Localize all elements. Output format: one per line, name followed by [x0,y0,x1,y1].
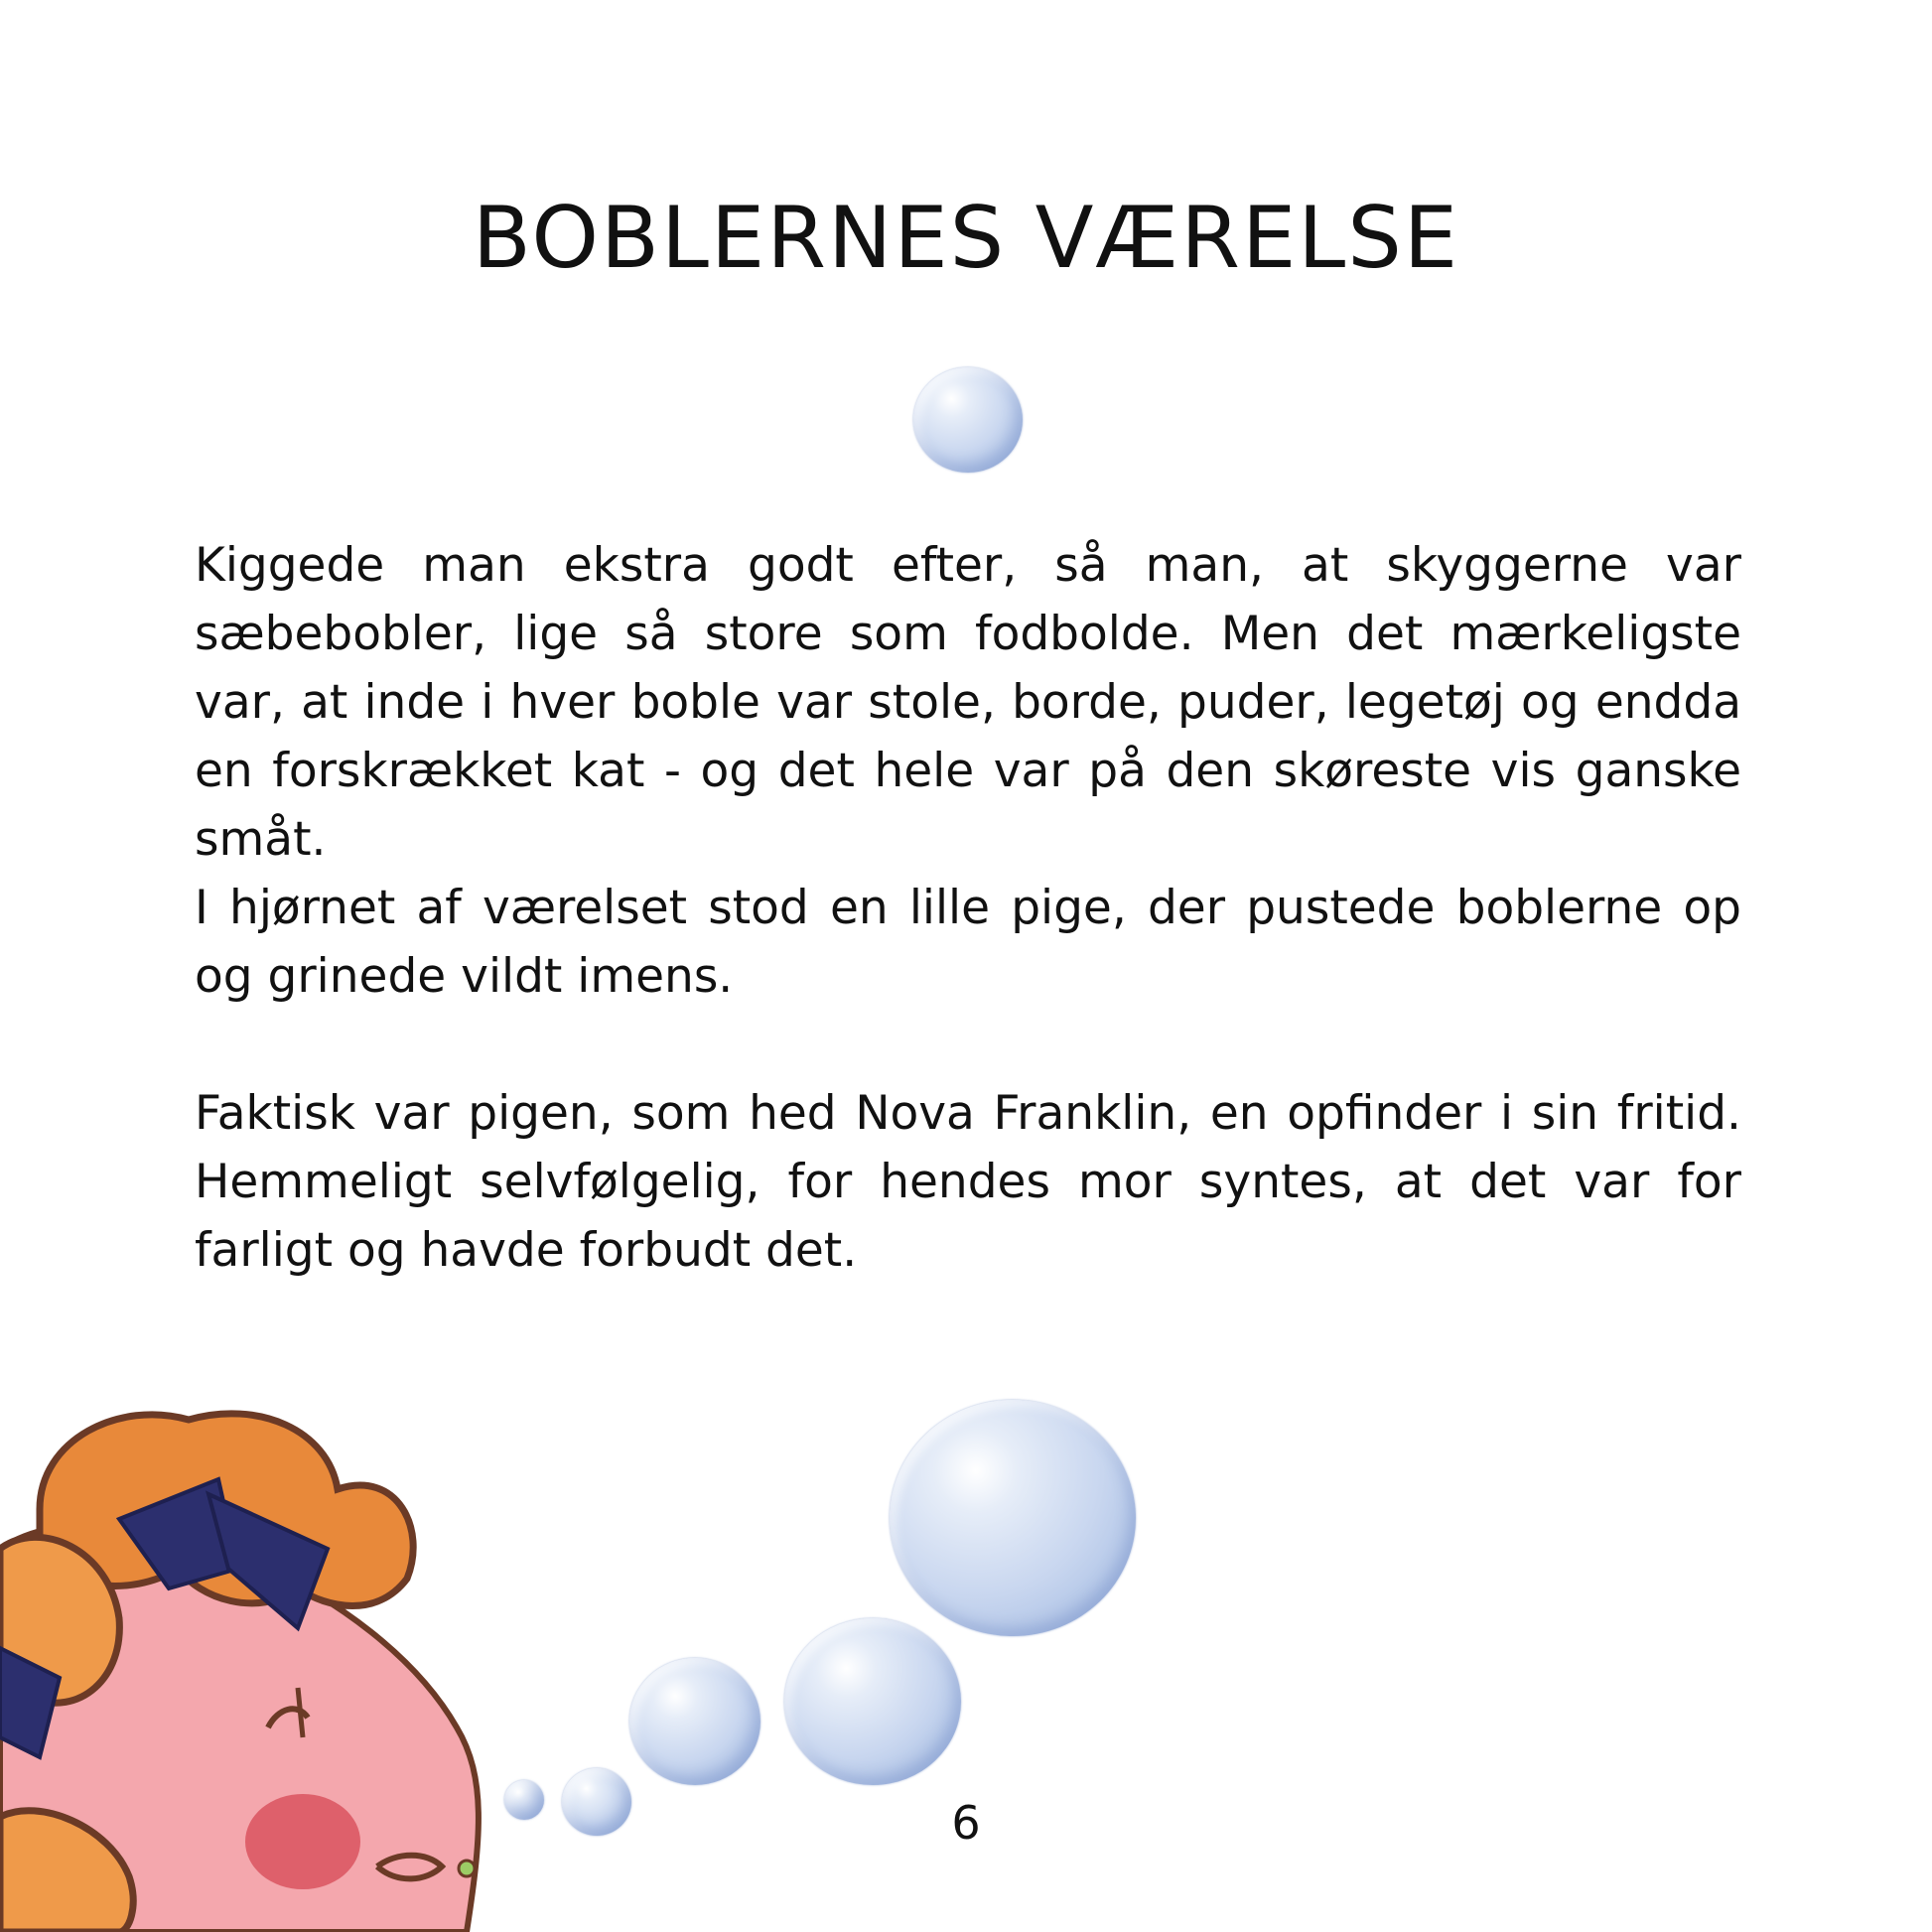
paragraph-3: Faktisk var pigen, som hed Nova Franklin, en opfinder i sin fritid. Hemmeligt selvfølgelig, for hendes mor syntes, at det var for farligt og havde forbudt det. [195,1086,1741,1278]
bubble-icon [890,1400,1136,1636]
page-number: 6 [951,1796,981,1850]
bubble-icon [784,1618,961,1785]
page-title: BOBLERNES VÆRELSE [472,189,1460,288]
paragraph-1: Kiggede man ekstra godt efter, så man, at skyggerne var sæbebobler, lige så store som fodbolde. Men det mærkeligste var, at inde i hver boble var stole, borde, puder, legetøj og endda en forskrækket kat - og det hele var på den skøreste vis ganske småt. [195,538,1741,867]
bubble-icon [629,1658,760,1785]
story-text [195,531,1741,1285]
paragraph-2: I hjørnet af værelset stod en lille pige, der pustede boblerne op og grinede vildt imens. [195,881,1741,1004]
title-bubble-icon [913,367,1023,473]
